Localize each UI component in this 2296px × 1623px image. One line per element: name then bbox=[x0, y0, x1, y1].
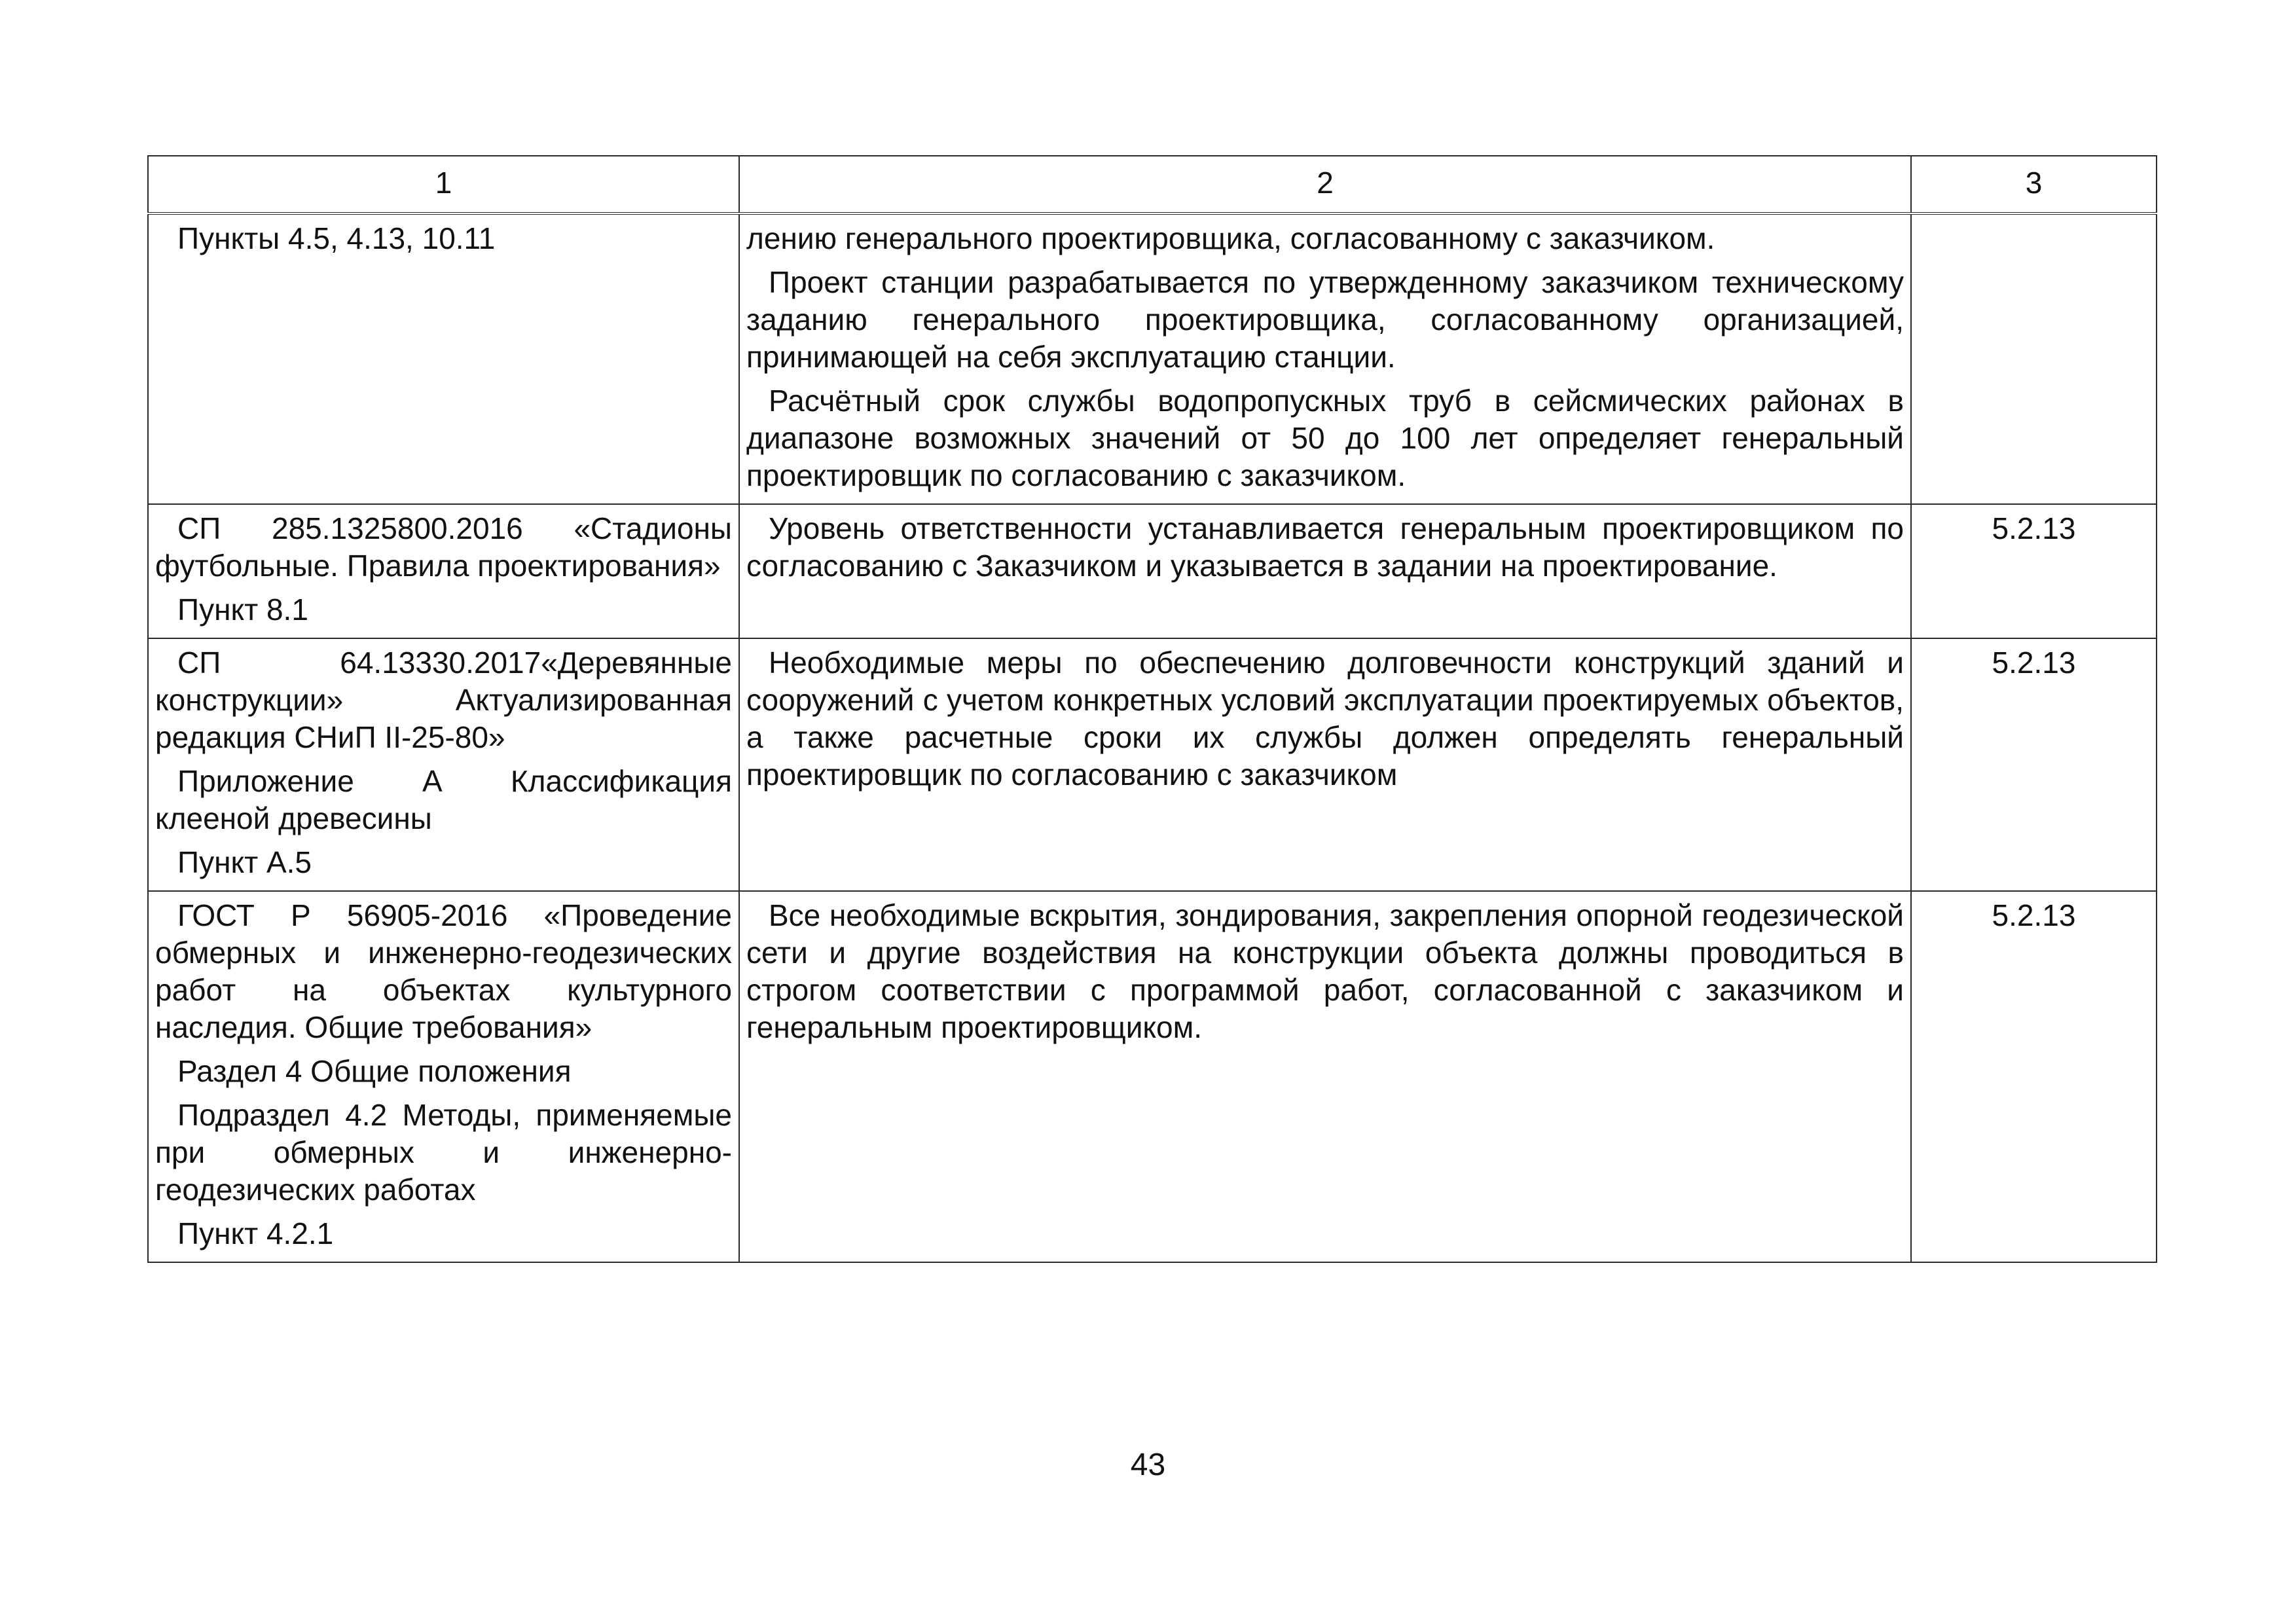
table-row bbox=[148, 638, 2157, 891]
requirement-paragraph: Расчётный срок службы водопропускных труб в сейсмических районах в диапазоне возможных значений от 50 до 100 лет определяет генеральный проектировщик по согласованию с заказчиком. bbox=[746, 384, 1904, 492]
reference-paragraph: Подраздел 4.2 Методы, применяемые при обмерных и инженерно-геодезических работах bbox=[155, 1098, 732, 1207]
reference-paragraph: Пункты 4.5, 4.13, 10.11 bbox=[177, 221, 496, 255]
reference-paragraph: СП 285.1325800.2016 «Стадионы футбольные. Правила проектирования» bbox=[155, 511, 732, 583]
table-header-row bbox=[148, 156, 2157, 213]
section-cell: 5.2.13 bbox=[1911, 504, 2157, 638]
reference-paragraph: СП 64.13330.2017«Деревянные конструкции» Актуализированная редакция СНиП II-25-80» bbox=[155, 646, 732, 754]
reference-cell bbox=[148, 213, 739, 504]
column-header-2: 2 bbox=[739, 156, 1911, 213]
table-row bbox=[148, 213, 2157, 504]
requirement-paragraph: Необходимые меры по обеспечению долговечности конструкций зданий и сооружений с учетом конкретных условий эксплуатации проектируемых объектов, а также расчетные сроки их службы должен определять генеральный проектировщик по согласованию с заказчиком bbox=[746, 646, 1904, 792]
reference-paragraph: ГОСТ Р 56905-2016 «Проведение обмерных и инженерно-геодезических работ на объектах культурного наследия. Общие требования» bbox=[155, 898, 732, 1044]
requirement-cell bbox=[739, 638, 1911, 891]
table-row bbox=[148, 891, 2157, 1262]
requirement-cell bbox=[739, 891, 1911, 1262]
reference-cell bbox=[148, 891, 739, 1262]
requirement-paragraph: Проект станции разрабатывается по утвержденному заказчиком техническому заданию генерального проектировщика, согласованному организацией, принимающей на себя эксплуатацию станции. bbox=[746, 265, 1904, 374]
section-cell: 5.2.13 bbox=[1911, 891, 2157, 1262]
column-header-3: 3 bbox=[1911, 156, 2157, 213]
reference-paragraph: Пункт 8.1 bbox=[177, 593, 308, 627]
page-number: 43 bbox=[1130, 1448, 1166, 1482]
reference-cell bbox=[148, 638, 739, 891]
requirement-paragraph: Уровень ответственности устанавливается генеральным проектировщиком по согласованию с Заказчиком и указывается в задании на проектирование. bbox=[746, 511, 1904, 583]
requirement-cell bbox=[739, 213, 1911, 504]
requirement-paragraph: лению генерального проектировщика, согласованному с заказчиком. bbox=[746, 221, 1715, 255]
table-row bbox=[148, 504, 2157, 638]
section-cell bbox=[1911, 213, 2157, 504]
requirement-cell bbox=[739, 504, 1911, 638]
column-header-1: 1 bbox=[148, 156, 739, 213]
reference-paragraph: Пункт 4.2.1 bbox=[177, 1216, 334, 1250]
reference-paragraph: Пункт А.5 bbox=[177, 845, 312, 879]
section-cell: 5.2.13 bbox=[1911, 638, 2157, 891]
reference-cell bbox=[148, 504, 739, 638]
regulation-table bbox=[147, 155, 2157, 1263]
reference-paragraph: Приложение А Классификация клееной древесины bbox=[155, 764, 732, 835]
reference-paragraph: Раздел 4 Общие положения bbox=[177, 1054, 572, 1088]
requirement-paragraph: Все необходимые вскрытия, зондирования, закрепления опорной геодезической сети и другие воздействия на конструкции объекта должны проводиться в строгом соответствии с программой работ, согласованной с заказчиком и генеральным проектировщиком. bbox=[746, 898, 1904, 1044]
